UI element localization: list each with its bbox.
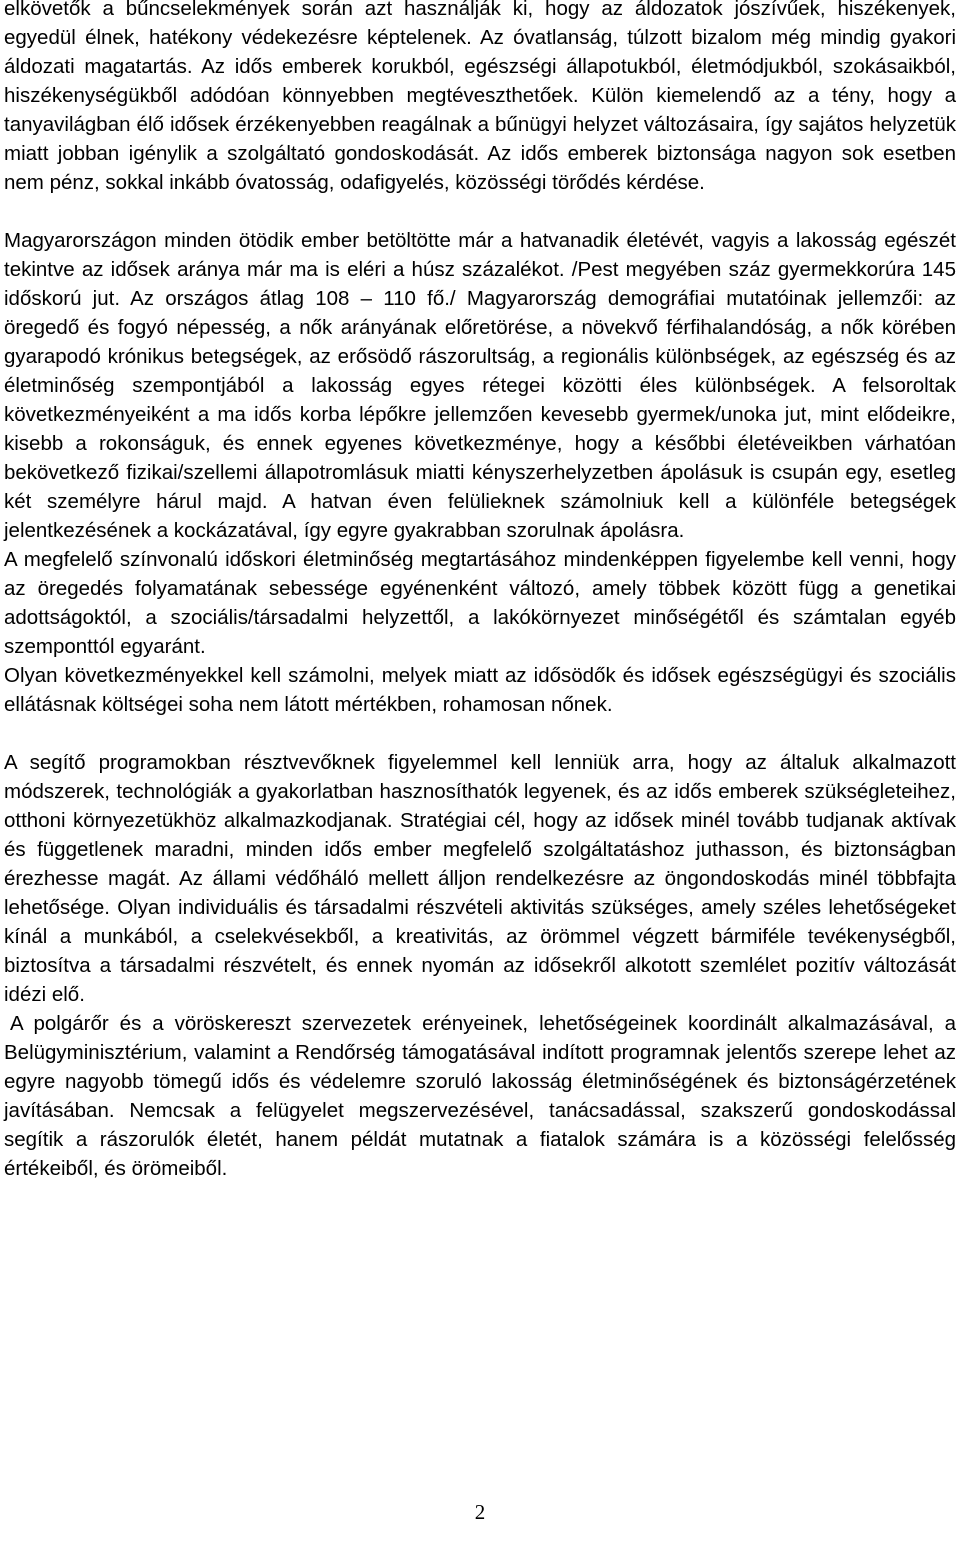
paragraph-elder-victims: elkövetők a bűncselekmények során azt használják ki, hogy az áldozatok jószívűek, hiszékenyek, egyedül élnek, hatékony védekezésre képtelenek. Az óvatlanság, túlzott bizalom még mindig gyakori áldozati magatartás. Az idős emberek korukból, egészségi állapotukból, életmódjukból, szokásaikból, hiszékenységükből adódóan könnyebben megtéveszthetőek. Külön kiemelendő az a tény, hogy a tanyavilágban élő idősek érzékenyebben reagálnak a bűnügyi helyzet változásaira, így sajátos helyzetük miatt jobban igénylik a szolgáltató gondoskodását. Az idős emberek biztonsága nagyon sok esetben nem pénz, sokkal inkább óvatosság, odafigyelés, közösségi törődés kérdése. — [4, 0, 956, 194]
paragraph-spacer — [4, 719, 956, 748]
paragraph-demographics: Magyarországon minden ötödik ember betöltötte már a hatvanadik életévét, vagyis a lakosság egészét tekintve az idősek aránya már ma is eléri a húsz százalékot. /Pest megyében száz gyermekkorúra 145 időskorú jut. Az országos átlag 108 – 110 fő./ Magyarország demográfiai mutatóinak jellemzői: az öregedő és fogyó népesség, a nők arányának előretörése, a növekvő férfihalandóság, a nők körében gyarapodó krónikus betegségek, az erősödő rászorultság, a regionális különbségek, az egészség és az életminőség szempontjából a lakosság egyes rétegei közötti éles különbségek. A felsoroltak következményeiként a ma idős korba lépőkre jellemzően kevesebb gyermek/unoka jut, mint elődeikre, kisebb a rokonságuk, és ennek egyenes következménye, hogy a későbbi életéveikben várhatóan bekövetkező fizikai/szellemi állapotromlásuk miatti kényszerhelyzetben ápolásuk is csupán egy, esetleg két személyre hárul majd. A hatvan éven felülieknek számolniuk kell a különféle betegségek jelentkezésének a kockázatával, így egyre gyakrabban szorulnak ápolásra. — [4, 229, 956, 542]
page-number: 2 — [474, 1500, 486, 1524]
paragraph-civil-guard-red-cross: A polgárőr és a vöröskereszt szervezetek erényeinek, lehetőségeinek koordinált alkalmazásával, a Belügyminisztérium, valamint a Rendőrség támogatásával indított programnak jelentős szerepe lehet az egyre nagyobb tömegű idős és védelemre szoruló lakosság életminőségének és biztonságérzetének javításában. Nemcsak a felügyelet megszervezésével, tanácsadással, szakszerű gondoskodással segítik a rászorulók életét, hanem példát mutatnak a fiatalok számára is a közösségi felelősség értékeiből, és örömeiből. — [4, 1012, 956, 1180]
paragraph-quality-of-life: A megfelelő színvonalú időskori életminőség megtartásához mindenképpen figyelembe kell venni, hogy az öregedés folyamatának sebessége egyénenként változó, amely többek között függ a genetikai adottságoktól, a szociális/társadalmi helyzettől, a lakókörnyezet minőségétől és számtalan egyéb szemponttól egyaránt. — [4, 548, 956, 658]
paragraph-costs: Olyan következményekkel kell számolni, melyek miatt az idősödők és idősek egészségügyi és szociális ellátásnak költségei soha nem látott mértékben, rohamosan nőnek. — [4, 664, 956, 716]
document-body — [4, 0, 956, 1183]
paragraph-support-programs: A segítő programokban résztvevőknek figyelemmel kell lenniük arra, hogy az általuk alkalmazott módszerek, technológiák a gyakorlatban hasznosíthatók legyenek, és az idős emberek szükségleteihez, otthoni környezetükhöz alkalmazkodjanak. Stratégiai cél, hogy az idősek minél tovább tudjanak aktívak és függetlenek maradni, minden idős ember megfelelő szolgáltatáshoz juthasson, és biztonságban érezhesse magát. Az állami védőháló mellett álljon rendelkezésre az öngondoskodás minél többfajta lehetősége. Olyan individuális és társadalmi részvételi aktivitás szükséges, amely széles lehetőségeket kínál a munkából, a cselekvésekből, a kreativitás, az örömmel végzett bármiféle tevékenységből, biztosítva a társadalmi részvételt, és ennek nyomán az idősekről alkotott szemlélet pozitív változását idézi elő. — [4, 751, 956, 1006]
paragraph-spacer — [4, 197, 956, 226]
